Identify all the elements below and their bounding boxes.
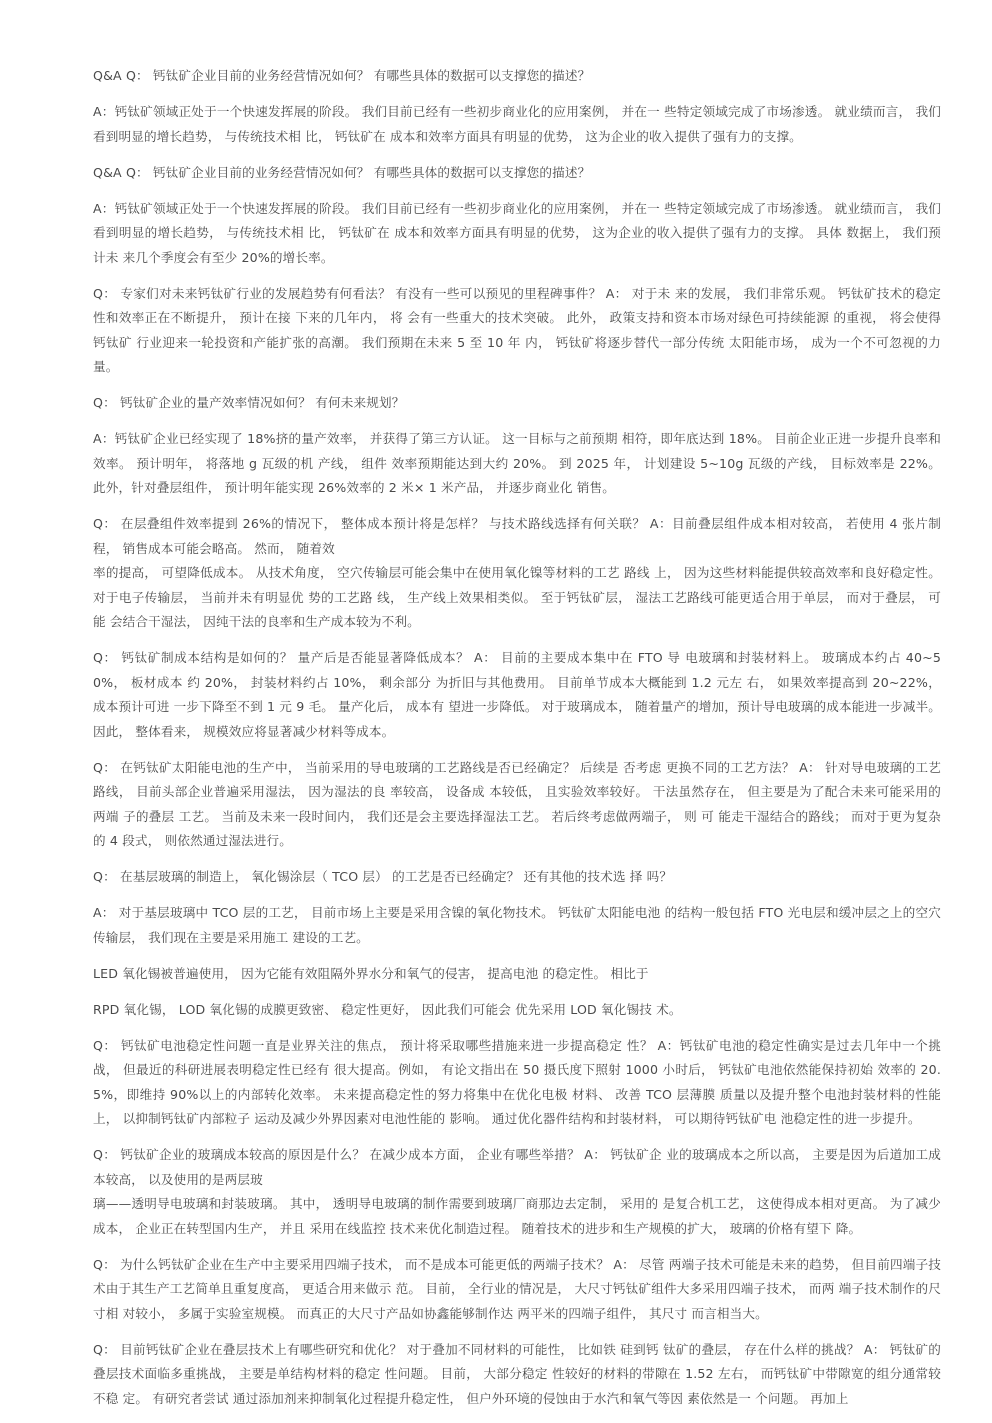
qa-paragraph: Q： 在层叠组件效率提到 26%的情况下， 整体成本预计将是怎样？ 与技术路线选择有何关联？ A：目前叠层组件成本相对较高， 若使用 4 张片制程， 销售成本可能会略高。 然而， 随着效 率的提高， 可望降低成本。 从技术角度， 空穴传输层可能会集中在使用氧化镍等材料的工艺 路线 上， 因为这些材料能提供较高效率和良好稳定性。 对于电子传输层， 当前并未有明显优 势的工艺路 线， 生产线上效果相类似。 至于钙钛矿层， 湿法工艺路线可能更适合用于单层， 而对于叠层， 可能 会结合干湿法， 因纯干法的良率和生产成本较为不利。 [93, 516, 941, 629]
body-paragraph: RPD 氧化锡， LOD 氧化锡的成膜更致密、 稳定性更好， 因此我们可能会 优先采用 LOD 氧化锡技 术。 [93, 1001, 682, 1017]
qa-paragraph: Q： 专家们对未来钙钛矿行业的发展趋势有何看法？ 有没有一些可以预见的里程碑事件？ A： 对于未 来的发展， 我们非常乐观。 钙钛矿技术的稳定性和效率正在不断提升， 预计在接 下来的几年内， 将 会有一些重大的技术突破。 此外， 政策支持和资本市场对绿色可持续能源 的重视， 将会使得钙钛矿 行业迎来一轮投资和产能扩张的高潮。 我们预期在未来 5 至 10 年 内， 钙钛矿将逐步替代一部分传统 太阳能市场， 成为一个不可忽视的力量。 [93, 285, 941, 374]
qa-paragraph: Q： 在钙钛矿太阳能电池的生产中， 当前采用的导电玻璃的工艺路线是否已经确定？ 后续是 否考虑 更换不同的工艺方法？ A： 针对导电玻璃的工艺路线， 目前头部企业普遍采用湿法， 因为湿法的良 率较高， 设备成 本较低， 且实验效率较好。 干法虽然存在， 但主要是为了配合未来可能采用的两端 子的叠层 工艺。 当前及未来一段时间内， 我们还是会主要选择湿法工艺。 若后终考虑做两端子， 则 可 能走干湿结合的路线； 而对于更为复杂的 4 段式， 则依然通过湿法进行。 [93, 759, 941, 848]
qa-paragraph: Q： 钙钛矿电池稳定性问题一直是业界关注的焦点， 预计将采取哪些措施来进一步提高稳定 性？ A：钙钛矿电池的稳定性确实是过去几年中一个挑战， 但最近的科研进展表明稳定性已经有 很大提高。例如， 有论文指出在 50 摄氏度下照射 1000 小时后， 钙钛矿电池依然能保持初始 效率的 20.5%，即维持 90%以上的内部转化效率。 未来提高稳定性的努力将集中在优化电极 材料、 改善 TCO 层薄膜 质量以及提升整个电池封装材料的性能上， 以抑制钙钛矿内部粒子 运动及减少外界因素对电池性能的 影响。 通过优化器件结构和封装材料， 可以期待钙钛矿电 池稳定性的进一步提升。 [93, 1037, 941, 1126]
qa-paragraph: Q： 为什么钙钛矿企业在生产中主要采用四端子技术， 而不是成本可能更低的两端子技术？ A： 尽管 两端子技术可能是未来的趋势， 但目前四端子技术由于其生产工艺简单且重复度高， 更适合用来做示 范。 目前， 全行业的情况是， 大尺寸钙钛矿组件大多采用四端子技术， 而两 端子技术制作的尺寸相 对较小， 多属于实验室规模。 而真正的大尺寸产品如协鑫能够制作达 两平米的四端子组件， 其尺寸 而言相当大。 [93, 1256, 941, 1321]
question-paragraph: Q： 在基层玻璃的制造上， 氧化锡涂层（ TCO 层） 的工艺是否已经确定？ 还有其他的技术选 择 吗？ [93, 869, 673, 884]
question-paragraph: Q&A Q： 钙钛矿企业目前的业务经营情况如何？ 有哪些具体的数据可以支撑您的描述？ [93, 68, 591, 83]
body-paragraph: LED 氧化锡被普遍使用， 因为它能有效阻隔外界水分和氧气的侵害， 提高电池 的稳定性。 相比于 [93, 965, 649, 981]
question-paragraph: Q： 钙钛矿企业的量产效率情况如何？ 有何未来规划？ [93, 395, 405, 410]
answer-paragraph: A：钙钛矿企业已经实现了 18%挤的量产效率， 并获得了第三方认证。 这一目标与之前预期 相符，即年底达到 18%。 目前企业正进一步提升良率和效率。 预计明年， 将落地 g 瓦级的机 产线， 组件 效率预期能达到大约 20%。 到 2025 年， 计划建设 5~10g 瓦级的产线， 目标效率是 22%。 此外，针对叠层组件， 预计明年能实现 26%效率的 2 米× 1 米产品， 并逐步商业化 销售。 [93, 431, 941, 495]
answer-paragraph: A：钙钛矿领域正处于一个快速发挥展的阶段。 我们目前已经有一些初步商业化的应用案例， 并在一 些特定领域完成了市场渗透。 就业绩而言， 我们看到明显的增长趋势， 与传统技术相 比， 钙钛矿在 成本和效率方面具有明显的优势， 这为企业的收入提供了强有力的支撑。 具体 数据上， 我们预计未 来几个季度会有至少 20%的增长率。 [93, 200, 941, 265]
qa-paragraph: Q： 钙钛矿制成本结构是如何的？ 量产后是否能显著降低成本？ A： 目前的主要成本集中在 FTO 导 电玻璃和封装材料上。 玻璃成本约占 40~50%， 板材成本 约 20%， 封装材料约占 10%， 剩余部分 为折旧与其他费用。 目前单节成本大概能到 1.2 元左 右， 如果效率提高到 20~22%， 成本预计可进 一步下降至不到 1 元 9 毛。 量产化后， 成本有 望进一步降低。 对于玻璃成本， 随着量产的增加，预计导电玻璃的成本能进一步减半。 因此， 整体看来， 规模效应将显著减少材料等成本。 [93, 650, 941, 739]
answer-paragraph: A： 对于基层玻璃中 TCO 层的工艺， 目前市场上主要是采用含镍的氧化物技术。 钙钛矿太阳能电池 的结构一般包括 FTO 光电层和缓冲层之上的空穴传输层， 我们现在主要是采用施工 建设的工艺。 [93, 905, 941, 945]
question-paragraph: Q&A Q： 钙钛矿企业目前的业务经营情况如何？ 有哪些具体的数据可以支撑您的描述？ [93, 164, 591, 180]
qa-paragraph: Q： 钙钛矿企业的玻璃成本较高的原因是什么？ 在减少成本方面， 企业有哪些举措？ A： 钙钛矿企 业的玻璃成本之所以高， 主要是因为后道加工成本较高， 以及使用的是两层玻 璃——透明导电玻璃和封装玻璃。 其中， 透明导电玻璃的制作需要到玻璃厂商那边去定制， 采用的 是复合机工艺， 这使得成本相对更高。 为了减少成本， 企业正在转型国内生产， 并且 采用在线监控 技术来优化制造过程。 随着技术的进步和生产规模的扩大， 玻璃的价格有望下 降。 [93, 1147, 941, 1236]
qa-paragraph: Q： 目前钙钛矿企业在叠层技术上有哪些研究和优化？ 对于叠加不同材料的可能性， 比如铁 硅到钙 钛矿的叠层， 存在什么样的挑战？ A： 钙钛矿的叠层技术面临多重挑战， 主要是单结构材料的稳定 性问题。 目前， 大部分稳定 性较好的材料的带隙在 1.52 左右， 而钙钛矿中带隙宽的组分通常较不稳 定。 有研究者尝试 通过添加剂来抑制氧化过程提升稳定性， 但户外环境的侵蚀由于水汽和氧气等因 素依然是一 个问题。 再加上 [93, 1341, 941, 1406]
answer-paragraph: A：钙钛矿领域正处于一个快速发挥展的阶段。 我们目前已经有一些初步商业化的应用案例， 并在一 些特定领域完成了市场渗透。 就业绩而言， 我们看到明显的增长趋势， 与传统技术相 比， 钙钛矿在 成本和效率方面具有明显的优势， 这为企业的收入提供了强有力的支撑。 [93, 104, 941, 144]
document-body [93, 64, 941, 1423]
